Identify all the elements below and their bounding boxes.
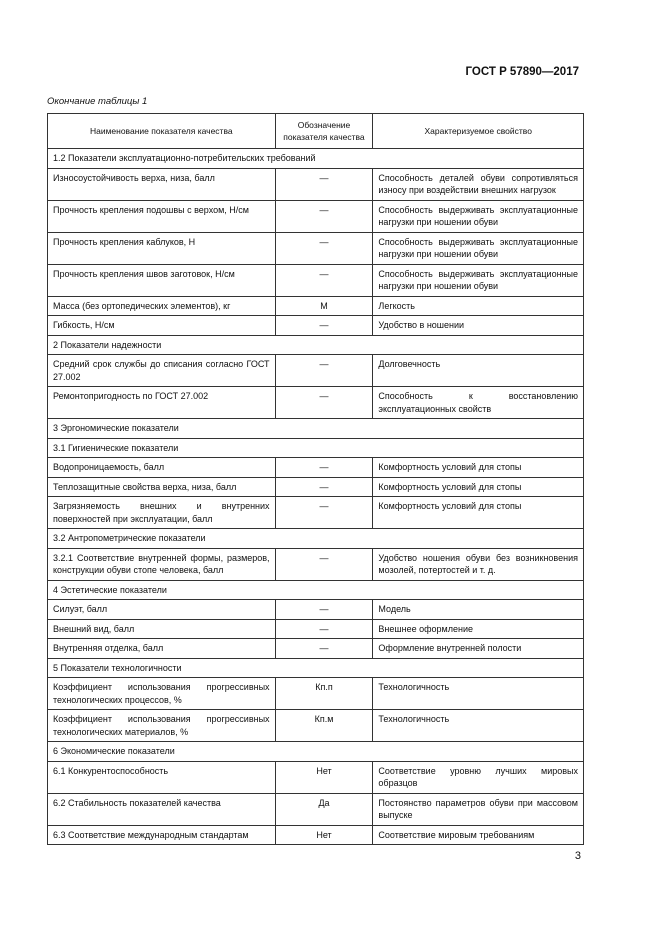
characterized-property: Удобство в ношении	[373, 316, 584, 336]
table-row	[48, 793, 584, 825]
table-row	[48, 264, 584, 296]
section-row	[48, 149, 584, 169]
indicator-designation: —	[275, 168, 373, 200]
indicator-name: Прочность крепления каблуков, Н	[48, 232, 276, 264]
characterized-property: Долговечность	[373, 355, 584, 387]
table-row	[48, 600, 584, 620]
indicator-name: Теплозащитные свойства верха, низа, балл	[48, 477, 276, 497]
characterized-property: Способность к восстановлению эксплуатационных свойств	[373, 387, 584, 419]
column-header-designation: Обозначение показателя качества	[275, 114, 373, 149]
indicator-name: Прочность крепления швов заготовок, Н/см	[48, 264, 276, 296]
indicator-name: Средний срок службы до списания согласно ГОСТ 27.002	[48, 355, 276, 387]
indicator-designation: —	[275, 619, 373, 639]
table-row	[48, 497, 584, 529]
column-header-property: Характеризуемое свойство	[373, 114, 584, 149]
section-title: 2 Показатели надежности	[48, 335, 584, 355]
characterized-property: Способность выдерживать эксплуатационные нагрузки при ношении обуви	[373, 200, 584, 232]
table-row	[48, 232, 584, 264]
characterized-property: Удобство ношения обуви без возникновения мозолей, потертостей и т. д.	[373, 548, 584, 580]
characterized-property: Способность выдерживать эксплуатационные нагрузки при ношении обуви	[373, 264, 584, 296]
indicator-designation: Нет	[275, 825, 373, 845]
indicator-name: Водопроницаемость, балл	[48, 458, 276, 478]
table-row	[48, 458, 584, 478]
indicator-designation: —	[275, 477, 373, 497]
indicator-name: 6.1 Конкурентоспособность	[48, 761, 276, 793]
characterized-property: Технологичность	[373, 710, 584, 742]
indicator-designation: —	[275, 316, 373, 336]
table-row	[48, 477, 584, 497]
table-row	[48, 316, 584, 336]
table-row	[48, 710, 584, 742]
indicator-name: Силуэт, балл	[48, 600, 276, 620]
indicator-name: Прочность крепления подошвы с верхом, Н/см	[48, 200, 276, 232]
section-title: 5 Показатели технологичности	[48, 658, 584, 678]
indicator-designation: —	[275, 387, 373, 419]
indicator-name: 6.3 Соответствие международным стандартам	[48, 825, 276, 845]
characterized-property: Комфортность условий для стопы	[373, 458, 584, 478]
section-title: 3.2 Антропометрические показатели	[48, 529, 584, 549]
page-number: 3	[574, 850, 581, 862]
table-row	[48, 639, 584, 659]
section-row	[48, 658, 584, 678]
indicator-designation: —	[275, 200, 373, 232]
section-row	[48, 580, 584, 600]
indicator-designation: Кп.м	[275, 710, 373, 742]
table-row	[48, 678, 584, 710]
indicator-name: Износоустойчивость верха, низа, балл	[48, 168, 276, 200]
table-row	[48, 387, 584, 419]
indicator-designation: —	[275, 497, 373, 529]
characterized-property: Комфортность условий для стопы	[373, 497, 584, 529]
indicator-designation: —	[275, 264, 373, 296]
indicator-designation: Да	[275, 793, 373, 825]
indicator-name: Внутренняя отделка, балл	[48, 639, 276, 659]
characterized-property: Способность деталей обуви сопротивляться износу при воздействии внешних нагрузок	[373, 168, 584, 200]
section-title: 4 Эстетические показатели	[48, 580, 584, 600]
indicator-designation: М	[275, 296, 373, 316]
characterized-property: Оформление внутренней полости	[373, 639, 584, 659]
indicator-designation: —	[275, 355, 373, 387]
characterized-property: Модель	[373, 600, 584, 620]
table-body	[48, 149, 584, 845]
table-row	[48, 168, 584, 200]
characterized-property: Постоянство параметров обуви при массовом выпуске	[373, 793, 584, 825]
section-title: 3 Эргономические показатели	[48, 419, 584, 439]
indicator-name: Ремонтопригодность по ГОСТ 27.002	[48, 387, 276, 419]
indicator-name: 3.2.1 Соответствие внутренней формы, размеров, конструкции обуви стопе человека, балл	[48, 548, 276, 580]
table-caption: Окончание таблицы 1	[47, 96, 148, 107]
document-id: ГОСТ Р 57890—2017	[465, 66, 579, 78]
table-row	[48, 825, 584, 845]
indicator-name: Масса (без ортопедических элементов), кг	[48, 296, 276, 316]
indicator-name: Коэффициент использования прогрессивных технологических материалов, %	[48, 710, 276, 742]
characterized-property: Способность выдерживать эксплуатационные нагрузки при ношении обуви	[373, 232, 584, 264]
characterized-property: Внешнее оформление	[373, 619, 584, 639]
section-title: 1.2 Показатели эксплуатационно-потребительских требований	[48, 149, 584, 169]
indicator-name: Загрязняемость внешних и внутренних поверхностей при эксплуатации, балл	[48, 497, 276, 529]
table-row	[48, 296, 584, 316]
indicator-designation: —	[275, 548, 373, 580]
characterized-property: Технологичность	[373, 678, 584, 710]
indicator-designation: Нет	[275, 761, 373, 793]
indicator-name: Гибкость, Н/см	[48, 316, 276, 336]
section-row	[48, 529, 584, 549]
section-row	[48, 335, 584, 355]
table-row	[48, 761, 584, 793]
table-header-row	[48, 114, 584, 149]
indicator-name: 6.2 Стабильность показателей качества	[48, 793, 276, 825]
section-title: 3.1 Гигиенические показатели	[48, 438, 584, 458]
characterized-property: Легкость	[373, 296, 584, 316]
characterized-property: Соответствие уровню лучших мировых образцов	[373, 761, 584, 793]
table-row	[48, 200, 584, 232]
indicator-designation: —	[275, 639, 373, 659]
indicator-designation: —	[275, 232, 373, 264]
section-title: 6 Экономические показатели	[48, 742, 584, 762]
indicator-designation: Кп.п	[275, 678, 373, 710]
section-row	[48, 419, 584, 439]
table-row	[48, 619, 584, 639]
indicator-name: Внешний вид, балл	[48, 619, 276, 639]
indicator-name: Коэффициент использования прогрессивных технологических процессов, %	[48, 678, 276, 710]
section-row	[48, 742, 584, 762]
indicator-designation: —	[275, 458, 373, 478]
table-row	[48, 355, 584, 387]
table-row	[48, 548, 584, 580]
quality-indicators-table	[47, 113, 584, 845]
characterized-property: Соответствие мировым требованиям	[373, 825, 584, 845]
indicator-designation: —	[275, 600, 373, 620]
section-row	[48, 438, 584, 458]
column-header-name: Наименование показателя качества	[48, 114, 276, 149]
characterized-property: Комфортность условий для стопы	[373, 477, 584, 497]
